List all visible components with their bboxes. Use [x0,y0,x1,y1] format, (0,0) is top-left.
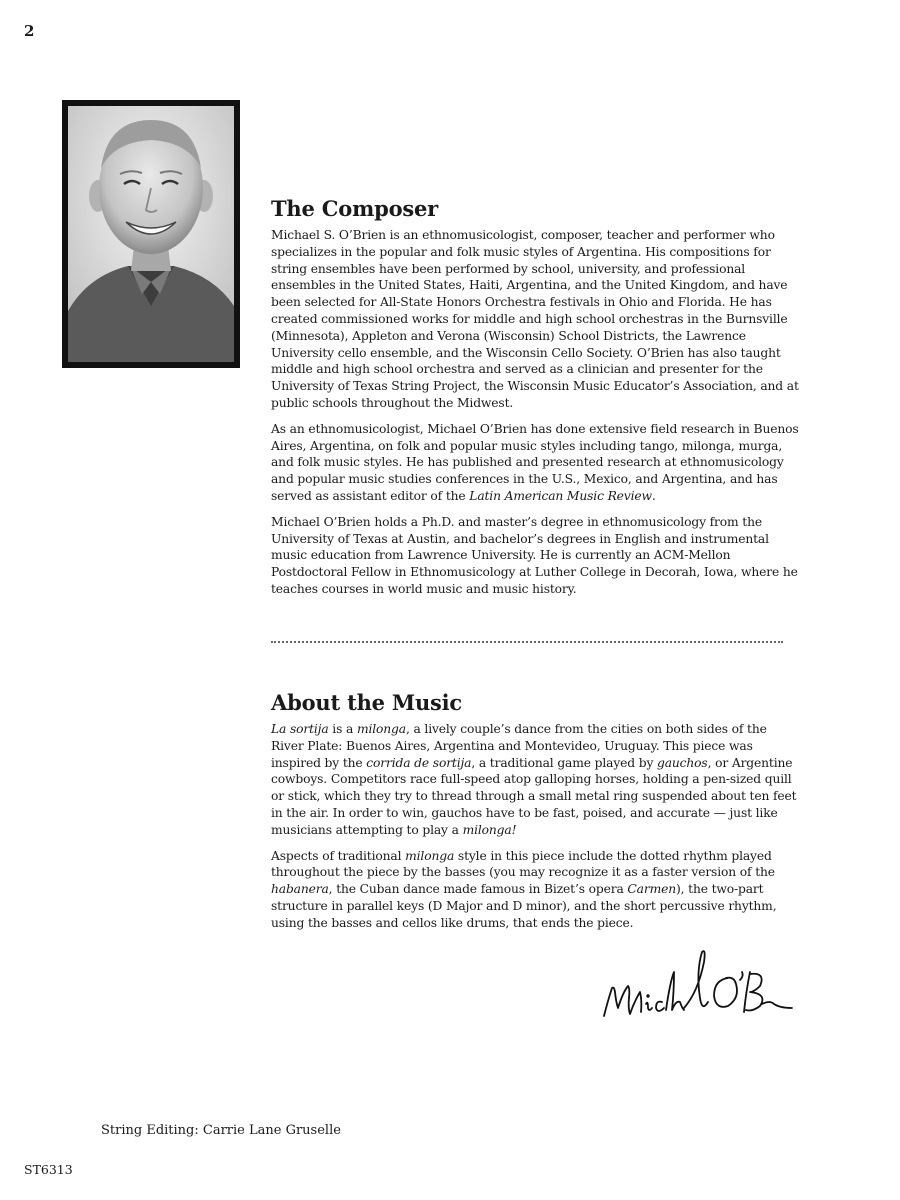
catalog-code: ST6313 [24,1162,73,1177]
composer-heading: The Composer [271,196,439,221]
composer-section [271,196,801,607]
music-paragraph-1: La sortija is a milonga, a lively couple’s dance from the cities on both sides of the River Plate: Buenos Aires, Argentina and Montevideo, Uruguay. This piece was inspired by the corrida de sortija, a traditional game played by gauchos, or Argentine cowboys. Competitors race full-speed atop galloping horses, holding a pen-sized quill or stick, which they try to thread through a small metal ring suspended about ten feet in the air. In order to win, gauchos have to be fast, poised, and accurate — just like musicians attempting to play a milonga! [271,722,797,837]
composer-photo [62,100,240,368]
dotted-divider [271,641,783,643]
portrait-image [68,106,234,362]
music-section [271,690,801,941]
music-paragraph-2: Aspects of traditional milonga style in this piece include the dotted rhythm played throughout the piece by the basses (you may recognize it as a faster version of the habanera, the Cuban dance made famous in Bizet’s opera Carmen), the two-part structure in parallel keys (D Major and D minor), and the short percussive rhythm, using the basses and cellos like drums, that ends the piece. [271,848,777,930]
page-number: 2 [24,22,35,40]
composer-paragraph-1: Michael S. O’Brien is an ethnomusicologist, composer, teacher and performer who specializes in the popular and folk music styles of Argentina. His compositions for string ensembles have been performed by school, university, and professional ensembles in the United States, Haiti, Argentina, and the United Kingdom, and have been selected for All-State Honors Orchestra festivals in Ohio and Florida. He has created commissioned works for middle and high school orchestras in the Burnsville (Minnesota), Appleton and Verona (Wisconsin) School Districts, the Lawrence University cello ensemble, and the Wisconsin Cello Society. O’Brien has also taught middle and high school orchestra and served as a clinician and presenter for the University of Texas String Project, the Wisconsin Music Educator’s Association, and at public schools throughout the Midwest. [271,228,799,410]
composer-paragraph-3: Michael O’Brien holds a Ph.D. and master’s degree in ethnomusicology from the University of Texas at Austin, and bachelor’s degrees in English and instrumental music education from Lawrence University. He is currently an ACM-Mellon Postdoctoral Fellow in Ethnomusicology at Luther College in Decorah, Iowa, where he teaches courses in world music and music history. [271,514,798,596]
composer-paragraph-2: As an ethnomusicologist, Michael O’Brien has done extensive field research in Buenos Aires, Argentina, on folk and popular music styles including tango, milonga, murga, and folk music styles. He has published and presented research at ethnomusicology and popular music studies conferences in the U.S., Mexico, and Argentina, and has served as assistant editor of the Latin American Music Review. [271,421,799,503]
journal-title: Latin American Music Review [469,488,652,503]
string-editing-credit: String Editing: Carrie Lane Gruselle [101,1123,341,1138]
signature [596,942,796,1024]
signature-image [596,942,796,1024]
music-heading: About the Music [271,690,463,715]
